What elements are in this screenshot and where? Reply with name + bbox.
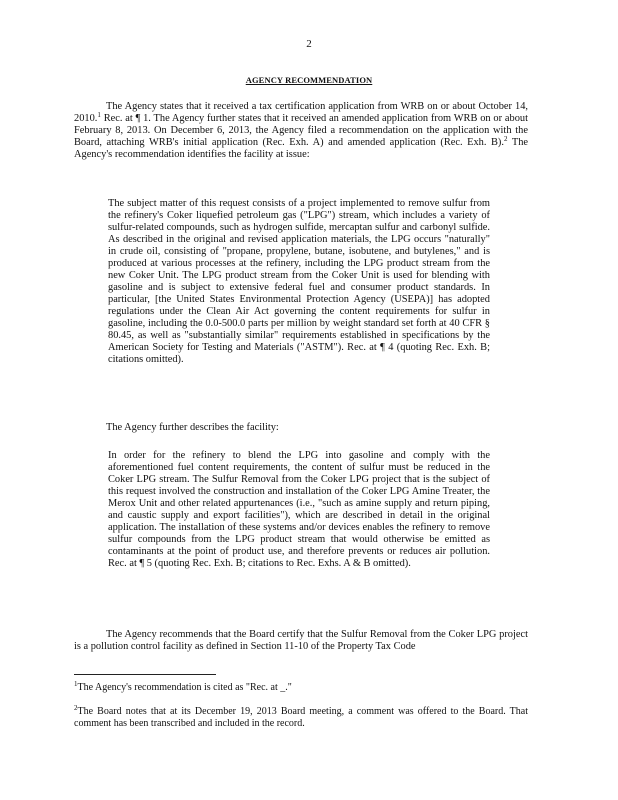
block-quote-facility: In order for the refinery to blend the LPG into gasoline and comply with the aforementioned fuel content requirements, the content of sulfur must be reduced in the Coker LPG stream. The Sulfur Removal from the Coker LPG project that is the subject of this request involved the construction and installation of the Coker LPG Amine Treater, the Merox Unit and other related appurtenances (i.e., "such as amine supply and return piping, and caustic supply and export facilities"), which are described in detail in the original application. The installation of these systems and/or devices enables the refinery to remove sulfur compounds from the LPG product stream that would otherwise be emitted as contaminants at the point of product use, and therefore prevents or reduces air pollution. Rec. at ¶ 5 (quoting Rec. Exh. B; citations to Rec. Exhs. A & B omitted). <box>108 450 490 569</box>
paragraph-recommends <box>74 629 528 653</box>
footnote-divider <box>74 674 216 675</box>
page-number: 2 <box>306 38 312 50</box>
paragraph-agency-states <box>74 101 528 161</box>
footnote-ref-2: 2 <box>503 135 508 143</box>
paragraph-1-part-c: The Agency's recommendation identifies the facility at issue: <box>74 137 528 160</box>
footnote-2 <box>74 706 528 730</box>
footnote-1-text: The Agency's recommendation is cited as "Rec. at _." <box>77 682 292 693</box>
paragraph-1-part-b: Rec. at ¶ 1. The Agency further states that it received an amended application from WRB on or about February 8, 2013. On December 6, 2013, the Agency filed a recommendation on the application with the Board, attaching WRB's initial application (Rec. Exh. A) and amended application (Rec. Exh. B). <box>74 113 528 148</box>
footnote-1-mark: 1 <box>74 680 78 688</box>
paragraph-further-describes <box>74 422 528 434</box>
footnote-ref-1: 1 <box>97 111 101 119</box>
footnote-1 <box>74 682 528 694</box>
section-heading <box>0 75 618 85</box>
paragraph-1-part-a: The Agency states that it received a tax certification application from WRB on or about October 14, 2010. <box>74 101 528 124</box>
paragraph-2-text: The Agency further describes the facility: <box>106 422 279 433</box>
footnote-2-mark: 2 <box>74 704 78 712</box>
footnote-2-text: The Board notes that at its December 19, 2013 Board meeting, a comment was offered to the Board. That comment has been transcribed and included in the record. <box>74 706 528 729</box>
block-quote-subject-matter: The subject matter of this request consists of a project implemented to remove sulfur from the refinery's Coker liquefied petroleum gas ("LPG") stream, which includes a variety of sulfur-related compounds, such as hydrogen sulfide, mercaptan sulfur and carbonyl sulfide. As described in the original and revised application materials, the LPG occurs "naturally" in crude oil, consisting of "propane, propylene, butane, isobutene, and butylenes," and is produced at various processes at the refinery, including the LPG product stream from the new Coker Unit. The LPG product stream from the Coker Unit is used for blending with gasoline and is subject to extensive federal fuel and consumer product standards. In particular, [the United States Environmental Protection Agency (USEPA)] has adopted regulations under the Clean Air Act governing the content requirements for sulfur in gasoline, including the 0.0-500.0 parts per million by weight standard set forth at 40 CFR § 80.45, as well as "substantially similar" requirements established in specifications by the American Society for Testing and Materials ("ASTM"). Rec. at ¶ 4 (quoting Rec. Exh. B; citations omitted). <box>108 198 490 365</box>
paragraph-3-text: The Agency recommends that the Board certify that the Sulfur Removal from the Coker LPG project is a pollution control facility as defined in Section 11-10 of the Property Tax Code <box>74 629 528 652</box>
section-heading-text: AGENCY RECOMMENDATION <box>245 75 373 85</box>
